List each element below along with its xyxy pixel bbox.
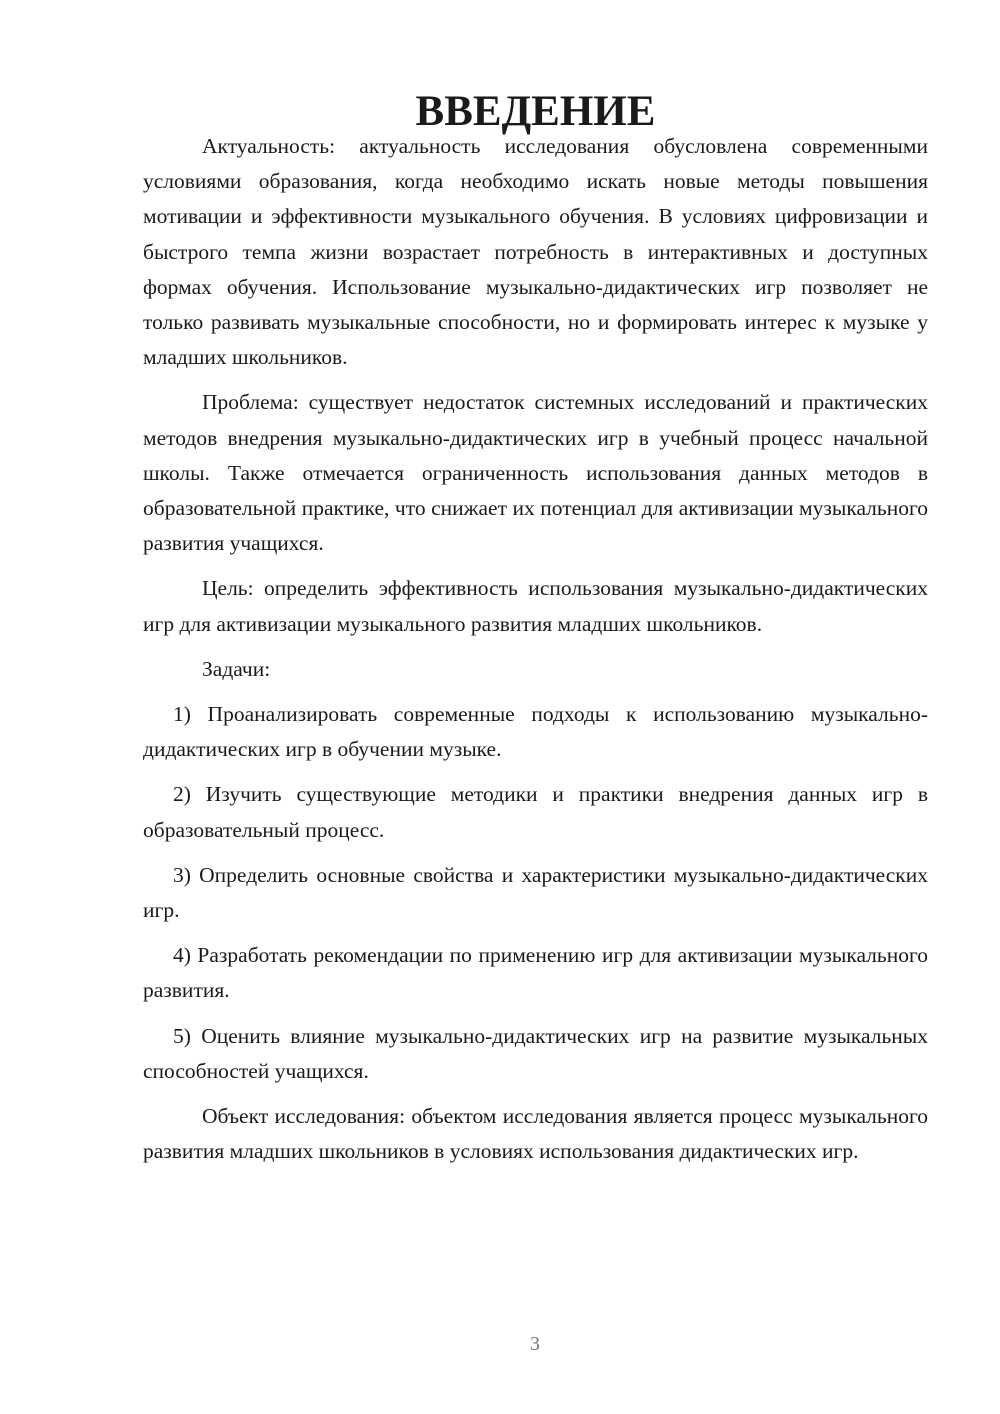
task-item-3: 3) Определить основные свойства и характеристики музыкально-дидактических игр. — [143, 862, 928, 923]
goal-paragraph: Цель: определить эффективность использования музыкально-дидактических игр для активизации музыкального развития младших школьников. — [143, 576, 928, 636]
page-number: 3 — [530, 1333, 540, 1355]
task-item-4: 4) Разработать рекомендации по применению игр для активизации музыкального развития. — [143, 943, 928, 1003]
section-heading: ВВЕДЕНИЕ — [415, 88, 656, 135]
relevance-paragraph: Актуальность: актуальность исследования обусловлена современными условиями образования, когда необходимо искать новые методы повышения мотивации и эффективности музыкального обучения. В условиях цифровизации и быстрого темпа жизни возрастает потребность в интерактивных и доступных формах обучения. Использование музыкально-дидактических игр позволяет не только развивать музыкальные способности, но и формировать интерес к музыке у младших школьников. — [143, 134, 928, 370]
page-content — [143, 88, 928, 1169]
task-item-1: 1) Проанализировать современные подходы к использованию музыкально-дидактических игр в обучении музыке. — [143, 702, 928, 762]
task-item-5: 5) Оценить влияние музыкально-дидактических игр на развитие музыкальных способностей учащихся. — [143, 1023, 928, 1083]
task-item-2: 2) Изучить существующие методики и практики внедрения данных игр в образовательный процесс. — [143, 782, 928, 842]
tasks-label: Задачи: — [202, 656, 271, 681]
problem-paragraph: Проблема: существует недостаток системных исследований и практических методов внедрения музыкально-дидактических игр в учебный процесс начальной школы. Также отмечается ограниченность использования данных методов в образовательной практике, что снижает их потенциал для активизации музыкального развития учащихся. — [143, 390, 928, 556]
object-paragraph: Объект исследования: объектом исследования является процесс музыкального развития младших школьников в условиях использования дидактических игр. — [143, 1104, 928, 1164]
